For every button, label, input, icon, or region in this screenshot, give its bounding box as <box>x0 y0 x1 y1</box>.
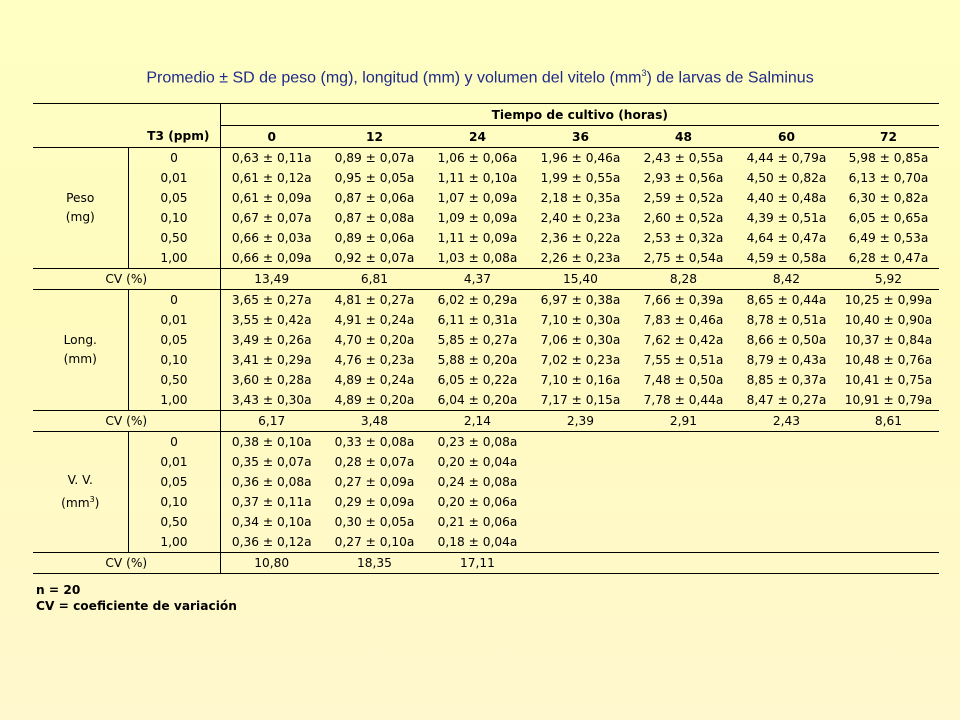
value-cell: 5,98 ± 0,85a <box>848 151 929 165</box>
value-cell: 6,05 ± 0,65a <box>848 211 929 225</box>
value-cell: 3,43 ± 0,30a <box>231 393 312 407</box>
value-cell: 10,40 ± 0,90a <box>844 313 933 327</box>
value-cell <box>838 532 939 553</box>
value-cell: 6,30 ± 0,82a <box>848 191 929 205</box>
value-cell: 2,36 ± 0,22a <box>540 231 621 245</box>
value-cell: 0,67 ± 0,07a <box>231 211 312 225</box>
dose-cell: 0,05 <box>128 472 220 492</box>
header-row-times <box>33 126 939 148</box>
value-cell: 6,28 ± 0,47a <box>848 251 929 265</box>
value-cell: 0,66 ± 0,09a <box>231 251 312 265</box>
variable-label <box>33 148 128 269</box>
cv-value <box>838 553 939 574</box>
value-cell: 3,49 ± 0,26a <box>231 333 312 347</box>
value-cell: 0,36 ± 0,08a <box>231 475 312 489</box>
dose-cell: 0,05 <box>128 188 220 208</box>
dose-cell: 0,50 <box>128 228 220 248</box>
dose-cell: 1,00 <box>128 390 220 411</box>
results-table <box>33 103 939 574</box>
footnotes <box>36 582 237 614</box>
value-cell: 8,85 ± 0,37a <box>746 373 827 387</box>
value-cell: 0,37 ± 0,11a <box>231 495 312 509</box>
cv-value: 2,43 <box>735 411 838 432</box>
time-header: 72 <box>838 126 939 148</box>
dose-cell: 0,01 <box>128 310 220 330</box>
value-cell: 2,26 ± 0,23a <box>540 251 621 265</box>
table-row <box>33 208 939 228</box>
value-cell <box>632 512 735 532</box>
value-cell: 0,24 ± 0,08a <box>437 475 518 489</box>
value-cell: 0,30 ± 0,05a <box>334 515 415 529</box>
value-cell: 2,40 ± 0,23a <box>540 211 621 225</box>
value-cell <box>632 532 735 553</box>
value-cell: 4,64 ± 0,47a <box>746 231 827 245</box>
value-cell <box>632 492 735 512</box>
value-cell: 2,60 ± 0,52a <box>643 211 724 225</box>
table-row <box>33 452 939 472</box>
value-cell: 0,29 ± 0,09a <box>334 495 415 509</box>
value-cell <box>838 452 939 472</box>
cv-row <box>33 553 939 574</box>
value-cell: 1,96 ± 0,46a <box>540 151 621 165</box>
value-cell: 0,28 ± 0,07a <box>334 455 415 469</box>
value-cell <box>632 432 735 453</box>
cv-value: 17,11 <box>426 553 529 574</box>
time-header: 48 <box>632 126 735 148</box>
value-cell <box>838 512 939 532</box>
table-row <box>33 290 939 311</box>
value-cell: 0,87 ± 0,08a <box>334 211 415 225</box>
value-cell: 5,88 ± 0,20a <box>437 353 518 367</box>
dose-cell: 0,10 <box>128 208 220 228</box>
dose-cell: 0 <box>128 148 220 169</box>
value-cell: 4,91 ± 0,24a <box>334 313 415 327</box>
unit-text: (mg) <box>65 210 95 224</box>
cv-value: 8,61 <box>838 411 939 432</box>
variable-name: Peso <box>66 191 95 205</box>
table-row <box>33 492 939 512</box>
value-cell: 10,41 ± 0,75a <box>844 373 933 387</box>
value-cell: 4,59 ± 0,58a <box>746 251 827 265</box>
value-cell: 2,43 ± 0,55a <box>643 151 724 165</box>
time-header: 24 <box>426 126 529 148</box>
t3-header: T3 (ppm) <box>128 126 220 148</box>
cv-value <box>632 553 735 574</box>
table-row <box>33 228 939 248</box>
value-cell: 7,17 ± 0,15a <box>540 393 621 407</box>
variable-label <box>33 290 128 411</box>
cv-value: 10,80 <box>220 553 323 574</box>
value-cell: 8,78 ± 0,51a <box>746 313 827 327</box>
value-cell <box>529 472 632 492</box>
value-cell <box>632 452 735 472</box>
value-cell: 1,03 ± 0,08a <box>437 251 518 265</box>
value-cell: 7,06 ± 0,30a <box>540 333 621 347</box>
value-cell: 2,93 ± 0,56a <box>643 171 724 185</box>
time-header: 60 <box>735 126 838 148</box>
dose-cell: 0,10 <box>128 350 220 370</box>
value-cell: 8,65 ± 0,44a <box>746 293 827 307</box>
table-row <box>33 330 939 350</box>
table-row <box>33 532 939 553</box>
variable-unit <box>33 490 128 513</box>
table-row <box>33 432 939 453</box>
value-cell: 6,02 ± 0,29a <box>437 293 518 307</box>
value-cell: 10,91 ± 0,79a <box>844 393 933 407</box>
value-cell: 1,07 ± 0,09a <box>437 191 518 205</box>
cv-value: 8,42 <box>735 269 838 290</box>
value-cell: 2,75 ± 0,54a <box>643 251 724 265</box>
table-row <box>33 310 939 330</box>
dose-cell: 1,00 <box>128 532 220 553</box>
dose-cell: 0 <box>128 290 220 311</box>
cv-value: 2,39 <box>529 411 632 432</box>
value-cell: 7,10 ± 0,16a <box>540 373 621 387</box>
cv-value: 13,49 <box>220 269 323 290</box>
page-title <box>0 68 960 87</box>
variable-label <box>33 432 128 553</box>
value-cell: 8,66 ± 0,50a <box>746 333 827 347</box>
value-cell: 4,76 ± 0,23a <box>334 353 415 367</box>
value-cell: 5,85 ± 0,27a <box>437 333 518 347</box>
value-cell: 10,48 ± 0,76a <box>844 353 933 367</box>
value-cell <box>838 432 939 453</box>
cv-value: 6,17 <box>220 411 323 432</box>
cv-value: 15,40 <box>529 269 632 290</box>
value-cell: 7,10 ± 0,30a <box>540 313 621 327</box>
cv-value: 5,92 <box>838 269 939 290</box>
value-cell: 0,38 ± 0,10a <box>231 435 312 449</box>
dose-cell: 0,01 <box>128 452 220 472</box>
table-row <box>33 148 939 169</box>
value-cell <box>529 532 632 553</box>
value-cell: 3,55 ± 0,42a <box>231 313 312 327</box>
variable-unit <box>33 350 128 369</box>
table-row <box>33 248 939 269</box>
cv-label: CV (%) <box>33 269 220 290</box>
value-cell: 4,70 ± 0,20a <box>334 333 415 347</box>
value-cell <box>529 512 632 532</box>
dose-cell: 0,10 <box>128 492 220 512</box>
value-cell: 0,27 ± 0,09a <box>334 475 415 489</box>
value-cell: 7,55 ± 0,51a <box>643 353 724 367</box>
variable-name: Long. <box>63 333 97 347</box>
table-row <box>33 350 939 370</box>
cv-value: 3,48 <box>323 411 426 432</box>
value-cell: 0,87 ± 0,06a <box>334 191 415 205</box>
value-cell: 10,37 ± 0,84a <box>844 333 933 347</box>
value-cell: 3,60 ± 0,28a <box>231 373 312 387</box>
value-cell: 0,89 ± 0,07a <box>334 151 415 165</box>
cv-value: 18,35 <box>323 553 426 574</box>
header-blank <box>33 126 128 148</box>
value-cell: 0,35 ± 0,07a <box>231 455 312 469</box>
title-prefix: Promedio ± SD de peso (mg), longitud (mm) y volumen del vitelo (mm <box>146 69 642 87</box>
time-header: 36 <box>529 126 632 148</box>
cv-value: 4,37 <box>426 269 529 290</box>
value-cell: 6,04 ± 0,20a <box>437 393 518 407</box>
value-cell: 0,34 ± 0,10a <box>231 515 312 529</box>
value-cell: 7,83 ± 0,46a <box>643 313 724 327</box>
table-row <box>33 512 939 532</box>
value-cell: 6,97 ± 0,38a <box>540 293 621 307</box>
group-header: Tiempo de cultivo (horas) <box>220 104 939 126</box>
cv-value <box>529 553 632 574</box>
title-superscript: 3 <box>641 68 647 78</box>
value-cell: 8,79 ± 0,43a <box>746 353 827 367</box>
dose-cell: 0,50 <box>128 370 220 390</box>
header-corner <box>33 104 220 126</box>
value-cell: 1,09 ± 0,09a <box>437 211 518 225</box>
value-cell: 10,25 ± 0,99a <box>844 293 933 307</box>
variable-name: V. V. <box>67 472 93 487</box>
unit-text: (mm) <box>63 352 97 366</box>
value-cell <box>632 472 735 492</box>
time-header: 0 <box>220 126 323 148</box>
value-cell: 0,36 ± 0,12a <box>231 535 312 549</box>
value-cell: 0,23 ± 0,08a <box>437 435 518 449</box>
value-cell: 2,53 ± 0,32a <box>643 231 724 245</box>
footnote-cv: CV = coeficiente de variación <box>36 599 237 613</box>
value-cell <box>735 432 838 453</box>
value-cell: 0,27 ± 0,10a <box>334 535 415 549</box>
value-cell: 3,65 ± 0,27a <box>231 293 312 307</box>
table-row <box>33 168 939 188</box>
cv-label: CV (%) <box>33 553 220 574</box>
value-cell: 4,89 ± 0,20a <box>334 393 415 407</box>
dose-cell: 0,01 <box>128 168 220 188</box>
value-cell: 0,95 ± 0,05a <box>334 171 415 185</box>
value-cell: 0,89 ± 0,06a <box>334 231 415 245</box>
value-cell <box>529 452 632 472</box>
unit-text: (mm <box>61 496 90 511</box>
value-cell <box>735 472 838 492</box>
value-cell <box>838 472 939 492</box>
cv-row <box>33 411 939 432</box>
value-cell: 6,13 ± 0,70a <box>848 171 929 185</box>
cv-row <box>33 269 939 290</box>
value-cell: 7,62 ± 0,42a <box>643 333 724 347</box>
value-cell: 7,66 ± 0,39a <box>643 293 724 307</box>
value-cell <box>529 492 632 512</box>
value-cell: 7,02 ± 0,23a <box>540 353 621 367</box>
cv-value <box>735 553 838 574</box>
value-cell <box>735 532 838 553</box>
value-cell: 7,48 ± 0,50a <box>643 373 724 387</box>
value-cell: 0,21 ± 0,06a <box>437 515 518 529</box>
value-cell: 1,06 ± 0,06a <box>437 151 518 165</box>
value-cell: 7,78 ± 0,44a <box>643 393 724 407</box>
value-cell: 0,92 ± 0,07a <box>334 251 415 265</box>
value-cell: 1,99 ± 0,55a <box>540 171 621 185</box>
header-row-group <box>33 104 939 126</box>
value-cell <box>529 432 632 453</box>
value-cell: 4,81 ± 0,27a <box>334 293 415 307</box>
cv-value: 8,28 <box>632 269 735 290</box>
cv-value: 2,14 <box>426 411 529 432</box>
value-cell: 8,47 ± 0,27a <box>746 393 827 407</box>
value-cell: 4,44 ± 0,79a <box>746 151 827 165</box>
table-row <box>33 370 939 390</box>
cv-value: 2,91 <box>632 411 735 432</box>
value-cell: 6,49 ± 0,53a <box>848 231 929 245</box>
dose-cell: 0,05 <box>128 330 220 350</box>
variable-unit <box>33 208 128 227</box>
value-cell: 0,18 ± 0,04a <box>437 535 518 549</box>
cv-label: CV (%) <box>33 411 220 432</box>
value-cell: 0,20 ± 0,06a <box>437 495 518 509</box>
value-cell: 4,50 ± 0,82a <box>746 171 827 185</box>
unit-end: ) <box>94 496 100 511</box>
value-cell: 3,41 ± 0,29a <box>231 353 312 367</box>
value-cell: 6,11 ± 0,31a <box>437 313 518 327</box>
time-header: 12 <box>323 126 426 148</box>
footnote-n: n = 20 <box>36 583 81 597</box>
dose-cell: 1,00 <box>128 248 220 269</box>
value-cell: 0,61 ± 0,12a <box>231 171 312 185</box>
dose-cell: 0 <box>128 432 220 453</box>
cv-value: 6,81 <box>323 269 426 290</box>
title-suffix: ) de larvas de Salminus <box>646 69 814 87</box>
value-cell: 4,40 ± 0,48a <box>746 191 827 205</box>
value-cell: 1,11 ± 0,09a <box>437 231 518 245</box>
value-cell: 2,59 ± 0,52a <box>643 191 724 205</box>
value-cell: 0,66 ± 0,03a <box>231 231 312 245</box>
value-cell: 1,11 ± 0,10a <box>437 171 518 185</box>
value-cell: 2,18 ± 0,35a <box>540 191 621 205</box>
unit-superscript: 3 <box>89 494 95 504</box>
value-cell: 0,63 ± 0,11a <box>231 151 312 165</box>
table-row <box>33 188 939 208</box>
value-cell: 4,39 ± 0,51a <box>746 211 827 225</box>
value-cell <box>735 452 838 472</box>
table-row <box>33 472 939 492</box>
value-cell <box>735 492 838 512</box>
value-cell: 0,20 ± 0,04a <box>437 455 518 469</box>
value-cell <box>735 512 838 532</box>
value-cell: 0,61 ± 0,09a <box>231 191 312 205</box>
value-cell: 6,05 ± 0,22a <box>437 373 518 387</box>
value-cell <box>838 492 939 512</box>
value-cell: 0,33 ± 0,08a <box>334 435 415 449</box>
dose-cell: 0,50 <box>128 512 220 532</box>
value-cell: 4,89 ± 0,24a <box>334 373 415 387</box>
table-row <box>33 390 939 411</box>
